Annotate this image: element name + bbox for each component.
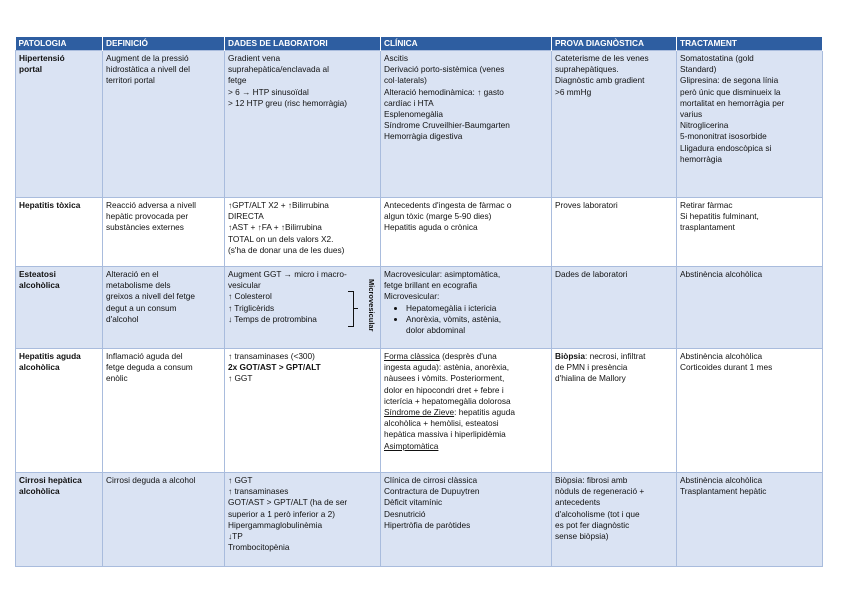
cell-tractament: Abstinència alcohòlica	[677, 267, 823, 349]
header-clinica: CLÍNICA	[381, 37, 552, 51]
list-item: • Hepatomegàlia i ictericia	[406, 303, 548, 314]
cell-patologia: Hepatitis aguda alcohòlica	[16, 349, 103, 473]
header-prova-diagnostica: PROVA DIAGNÒSTICA	[552, 37, 677, 51]
cell-definicio: Augment de la pressió hidrostàtica a nivell del territori portal	[103, 51, 225, 198]
header-definicio: DEFINICIÓ	[103, 37, 225, 51]
table-row	[16, 473, 823, 567]
cell-laboratori	[225, 267, 381, 349]
cell-clinica: Macrovesicular: asimptomàtica, fetge brillant en ecografia Microvesicular: • Hepatomegàlia i ictericia • Anorèxia, vòmits, astènia, dolor abdominal	[381, 267, 552, 349]
header-row	[16, 37, 823, 51]
cell-clinica: Clínica de cirrosi clàssica Contractura de Dupuytren Dèficit vitamínic Desnutrició Hipertròfia de paròtides	[381, 473, 552, 567]
cell-definicio: Cirrosi deguda a alcohol	[103, 473, 225, 567]
cell-patologia: Hipertensió portal	[16, 51, 103, 198]
cell-prova: Proves laboratori	[552, 198, 677, 267]
table-row	[16, 349, 823, 473]
cell-prova: Cateterisme de les venes suprahepàtiques. Diagnòstic amb gradient >6 mmHg	[552, 51, 677, 198]
cell-definicio: Alteració en el metabolisme dels greixos a nivell del fetge degut a un consum d'alcohol	[103, 267, 225, 349]
forma-classica-title: Forma clàssica	[384, 351, 440, 361]
table-row	[16, 198, 823, 267]
microvesicular-bracket	[348, 291, 354, 327]
cell-prova: Biòpsia: necrosi, infiltrat de PMN i presència d'hialina de Mallory	[552, 349, 677, 473]
cell-tractament: Abstinència alcohòlica Corticoides durant 1 mes	[677, 349, 823, 473]
cell-laboratori: ↑ transaminases (<300) 2x GOT/AST > GPT/ALT ↑ GGT	[225, 349, 381, 473]
cell-tractament: Abstinència alcohòlica Trasplantament hepàtic	[677, 473, 823, 567]
cell-patologia: Esteatosi alcohòlica	[16, 267, 103, 349]
lab-esteatosi-block: Augment GGT → micro i macro- vesicular ↑ Colesterol ↑ Triglicèrids ↓ Temps de protrombina Microvesicular	[228, 269, 376, 332]
table-row	[16, 267, 823, 349]
cell-clinica: Antecedents d'ingesta de fàrmac o algun tòxic (marge 5-90 dies) Hepatitis aguda o crònica	[381, 198, 552, 267]
cell-clinica: Forma clàssica (desprès d'una ingesta aguda): astènia, anorèxia, nàusees i vòmits. Posteriorment, dolor en hipocondri dret + febre i icterícia + hepatomegàlia dolorosa Síndrome de Zieve: hepatitis aguda alcohòlica + hemòlisi, esteatosi hepàtica massiva i hiperlipidèmia Asimptomàtica	[381, 349, 552, 473]
clinica-bullet-list	[384, 303, 548, 337]
header-dades-laboratori: DADES DE LABORATORI	[225, 37, 381, 51]
cell-prova: Dades de laboratori	[552, 267, 677, 349]
cell-laboratori: ↑GPT/ALT X2 + ↑Bilirrubina DIRECTA ↑AST + ↑FA + ↑Bilirrubina TOTAL on un dels valors X2. (s'ha de donar una de les dues)	[225, 198, 381, 267]
cell-laboratori: Gradient vena suprahepàtica/enclavada al fetge > 6 → HTP sinusoïdal > 12 HTP greu (risc hemorràgia)	[225, 51, 381, 198]
cell-prova: Biòpsia: fibrosi amb nòduls de regeneració + antecedents d'alcoholisme (tot i que es pot fer diagnòstic sense biòpsia)	[552, 473, 677, 567]
table-row	[16, 51, 823, 198]
cell-patologia: Cirrosi hepàtica alcohòlica	[16, 473, 103, 567]
list-item: • Anorèxia, vòmits, astènia, dolor abdominal	[406, 314, 548, 336]
sindrome-zieve-title: Síndrome de Zieve	[384, 407, 455, 418]
cell-tractament: Somatostatina (gold Standard) Glipresina: de segona línia però únic que disminueix la mortalitat en hemorràgia per varius Nitroglicerina 5-mononitrat isosorbide Lligadura endoscòpica si hemorràgia	[677, 51, 823, 198]
cell-patologia: Hepatitis tòxica	[16, 198, 103, 267]
cell-tractament: Retirar fàrmac Si hepatitis fulminant, trasplantament	[677, 198, 823, 267]
header-patologia: PATOLOGIA	[16, 37, 103, 51]
header-tractament: TRACTAMENT	[677, 37, 823, 51]
cell-laboratori: ↑ GGT ↑ transaminases GOT/AST > GPT/ALT (ha de ser superior a 1 però inferior a 2) Hipergammaglobulinèmia ↓TP Trombocitopènia	[225, 473, 381, 567]
pathology-table	[15, 37, 823, 567]
cell-clinica: Ascitis Derivació porto-sistèmica (venes col·laterals) Alteració hemodinàmica: ↑ gasto cardíac i HTA Esplenomegàlia Síndrome Cruveilhier-Baumgarten Hemorràgia digestiva	[381, 51, 552, 198]
cell-definicio: Reacció adversa a nivell hepàtic provocada per substàncies externes	[103, 198, 225, 267]
cell-definicio: Inflamació aguda del fetge deguda a consum enòlic	[103, 349, 225, 473]
microvesicular-side-label: Microvesicular	[367, 279, 376, 332]
biopsia-label: Biòpsia	[555, 351, 585, 361]
asimptomatica-title: Asimptomàtica	[384, 440, 439, 451]
